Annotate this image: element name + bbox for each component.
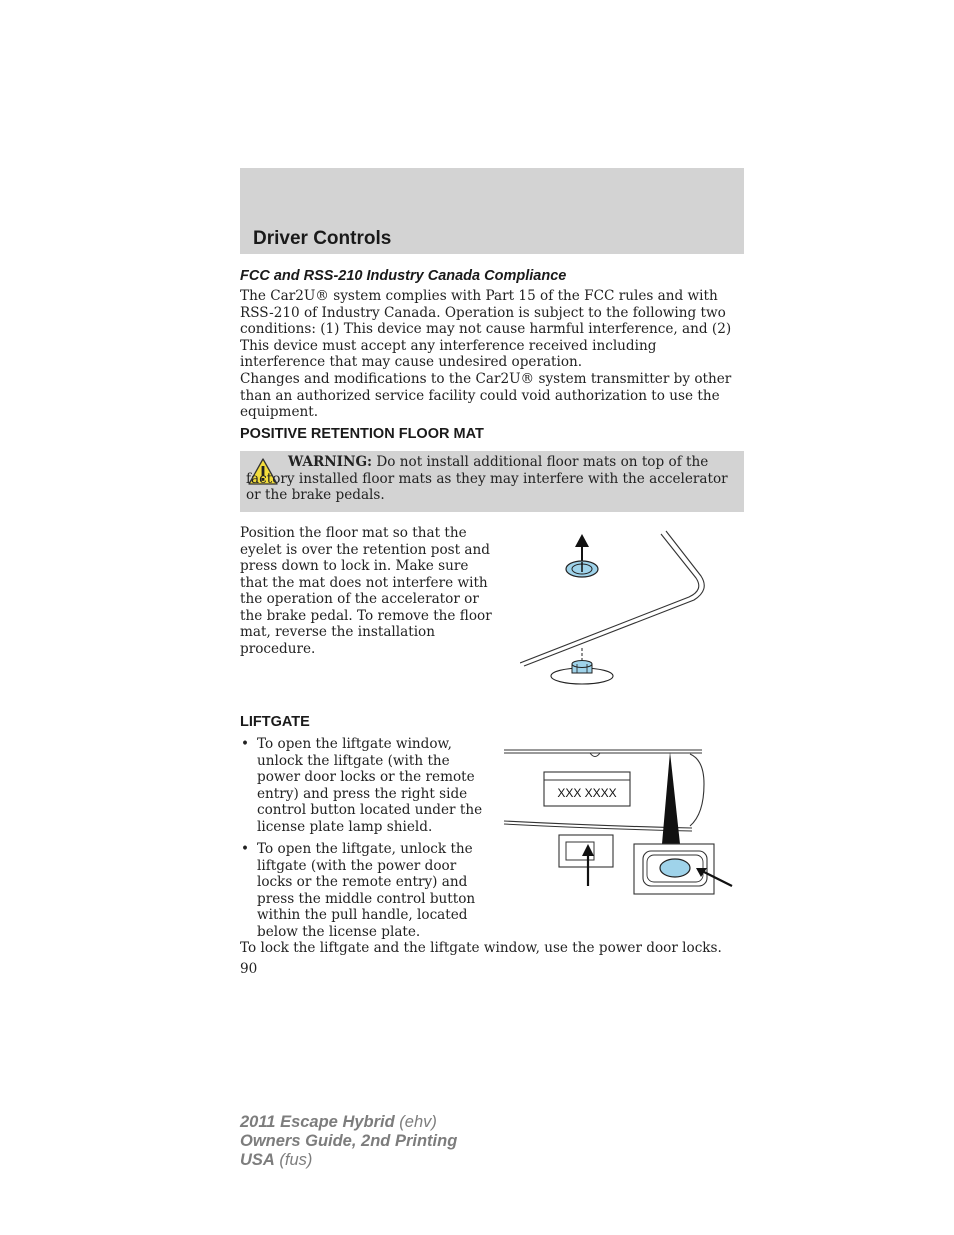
- floor-mat-heading: POSITIVE RETENTION FLOOR MAT: [240, 426, 484, 442]
- warning-body: Do not install additional floor mats on top of the factory installed floor mats as they may interfere with the accelerator or the brake pedals.: [246, 454, 728, 503]
- section-title: Driver Controls: [253, 228, 392, 249]
- fcc-paragraph-1: The Car2U® system complies with Part 15 of the FCC rules and with RSS-210 of Industry Canada. Operation is subject to the following two conditions: (1) This device may not cause harmful interference, and (2) This device must accept any interference received including interference that may cause undesired operation.: [240, 288, 732, 370]
- warning-label: WARNING:: [288, 454, 373, 470]
- floor-mat-instructions: Position the floor mat so that the eyelet is over the retention post and press down to lock in. Make sure that the mat does not interfere with the operation of the accelerator or the brake pedal. To remove the floor mat, reverse the installation procedure.: [240, 525, 492, 657]
- floor-mat-illustration: [520, 528, 710, 690]
- list-item: • To open the liftgate, unlock the liftgate (with the power door locks or the remote entry) and press the middle control button within the pull handle, located below the license plate.: [241, 841, 476, 940]
- lock-instructions: To lock the liftgate and the liftgate window, use the power door locks.: [240, 940, 722, 956]
- liftgate-instructions-list: [240, 736, 484, 946]
- license-plate-text: XXX XXXX: [557, 786, 617, 800]
- footer-line-2: Owners Guide, 2nd Printing: [240, 1132, 458, 1150]
- fcc-heading: FCC and RSS-210 Industry Canada Compliance: [240, 268, 567, 284]
- footer-line-1: 2011 Escape Hybrid (ehv): [240, 1113, 437, 1131]
- warning-text: [246, 454, 736, 504]
- footer-line-3: USA (fus): [240, 1151, 313, 1169]
- page-number: 90: [240, 961, 258, 977]
- footer: [240, 1113, 457, 1170]
- liftgate-illustration: [500, 744, 740, 896]
- warning-box: [240, 451, 744, 512]
- liftgate-heading: LIFTGATE: [240, 714, 310, 730]
- fcc-paragraph-2: Changes and modifications to the Car2U® system transmitter by other than an authorized service facility could void authorization to use the equipment.: [240, 371, 732, 420]
- list-item: • To open the liftgate window, unlock the liftgate (with the power door locks or the remote entry) and press the right side control button located under the license plate lamp shield.: [241, 736, 483, 835]
- section-header: [240, 168, 744, 254]
